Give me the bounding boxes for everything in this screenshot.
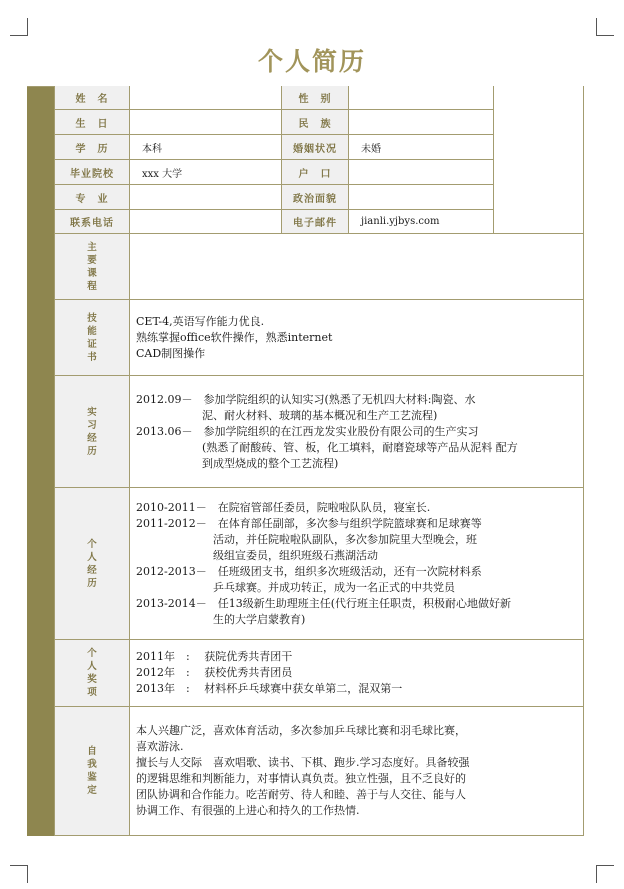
email-value[interactable]: jianli.yjbys.com [349,210,494,234]
hukou-value[interactable] [349,160,494,185]
self-eval-line: 团队协调和合作能力。吃苦耐劳、待人和睦、善于与人交往、能与人 [136,788,466,801]
internship-line: 泥、耐火材料、玻璃的基本概况和生产工艺流程) [136,408,438,422]
experience-line: 2013-2014－ 任13级新生助理班主任(代行班主任职责，积极耐心地做好新 [136,596,511,610]
ethnicity-label: 民 族 [282,110,349,135]
skills-line: CET-4,英语写作能力优良. [136,314,265,328]
skills-line: 熟练掌握office软件操作，熟悉internet [136,330,333,344]
internship-label-cell [55,376,130,488]
crop-mark-bottom-right [596,865,614,883]
page-title: 个人简历 [257,47,366,76]
experience-line: 生的大学启蒙教育) [136,612,306,626]
skills-label-cell [55,300,130,376]
awards-content[interactable] [130,640,584,707]
internship-line: 到成型烧成的整个工艺流程) [136,456,339,470]
awards-label-cell [55,640,130,707]
internship-line: (熟悉了耐酸砖、管、板，化工填料，耐磨瓷球等产品从泥料 配方 [136,440,518,454]
ethnicity-value[interactable] [349,110,494,135]
hukou-label: 户 口 [282,160,349,185]
education-value[interactable]: 本科 [130,135,282,160]
major-value[interactable] [130,185,282,210]
awards-label: 个人奖项 [87,648,97,698]
self-eval-line: 擅长与人交际 喜欢唱歌、读书、下棋、跑步.学习态度好。具备较强 [136,756,470,769]
self-eval-label: 自我鉴定 [87,746,97,796]
marital-label: 婚姻状况 [282,135,349,160]
skills-line: CAD制图操作 [136,346,206,360]
self-eval-content[interactable] [130,707,584,836]
courses-label-cell [55,234,130,300]
self-eval-line: 本人兴趣广泛，喜欢体育活动，多次参加乒乓球比赛和羽毛球比赛， [136,724,466,737]
experience-line: 2012-2013－ 任班级团支书，组织多次班级活动，还有一次院材料系 [136,564,482,578]
awards-line: 2013年 : 材料杯乒乓球赛中获女单第二，混双第一 [136,682,403,695]
email-label: 电子邮件 [282,210,349,234]
internship-content[interactable] [130,376,584,488]
internship-line: 2013.06－ 参加学院组织的在江西龙发实业股份有限公司的生产实习 [136,424,479,438]
experience-label-cell [55,488,130,640]
experience-line: 2011-2012－ 在体育部任副部，多次参与组织学院篮球赛和足球赛等 [136,516,482,530]
experience-line: 级组宣委员，组织班级石燕湖活动 [136,548,378,562]
skills-content[interactable] [130,300,584,376]
self-eval-line: 协调工作、有很强的上进心和持久的工作热情. [136,804,360,817]
self-eval-label-cell [55,707,130,836]
internship-line: 2012.09－ 参加学院组织的认知实习(熟悉了无机四大材料:陶瓷、水 [136,392,476,406]
photo-box [494,86,584,234]
gender-label: 性 别 [282,86,349,110]
self-eval-line: 的逻辑思维和判断能力，对事情认真负责。独立性强，且不乏良好的 [136,772,466,785]
major-label: 专 业 [55,185,130,210]
name-value[interactable] [130,86,282,110]
school-label: 毕业院校 [55,160,130,185]
accent-sidebar [27,86,55,836]
school-value[interactable]: xxx 大学 [130,160,282,185]
gender-value[interactable] [349,86,494,110]
birth-value[interactable] [130,110,282,135]
courses-label: 主要课程 [87,241,97,292]
skills-label: 技能证书 [87,312,97,363]
internship-label: 实习经历 [87,406,97,457]
self-eval-line: 喜欢游泳. [136,740,184,753]
resume-table [27,86,584,836]
awards-line: 2012年 : 获校优秀共青团员 [136,666,293,679]
name-label: 姓 名 [55,86,130,110]
experience-line: 2010-2011－ 在院宿管部任委员，院啦啦队队员，寝室长. [136,500,431,514]
political-label: 政治面貌 [282,185,349,210]
political-value[interactable] [349,185,494,210]
experience-content[interactable] [130,488,584,640]
crop-mark-bottom-left [10,865,28,883]
crop-mark-top-right [596,18,614,36]
crop-mark-top-left [10,18,28,36]
experience-line: 活动，并任院啦啦队副队，多次参加院里大型晚会，班 [136,532,477,546]
experience-label: 个人经历 [87,538,97,589]
phone-label: 联系电话 [55,210,130,234]
marital-value[interactable]: 未婚 [349,135,494,160]
birth-label: 生 日 [55,110,130,135]
experience-line: 乒乓球赛。并成功转正，成为一名正式的中共党员 [136,580,455,594]
awards-line: 2011年 : 获院优秀共青团干 [136,650,293,663]
education-label: 学 历 [55,135,130,160]
courses-content[interactable] [130,234,584,300]
phone-value[interactable] [130,210,282,234]
